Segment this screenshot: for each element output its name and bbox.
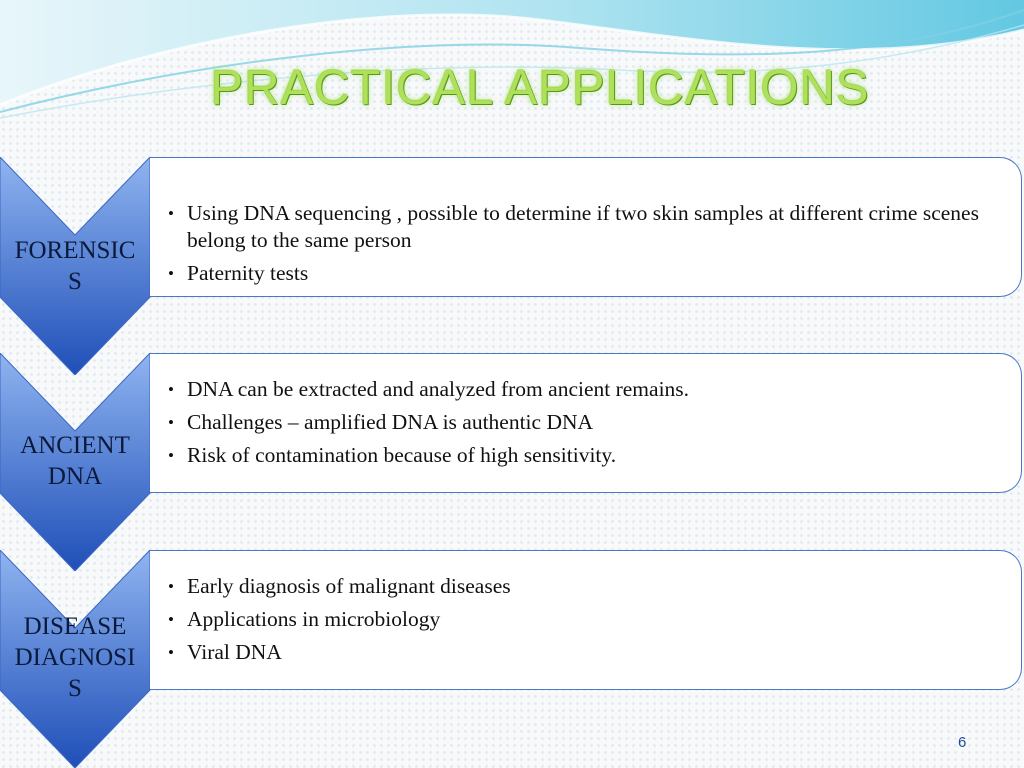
row-label-forensics [0, 235, 150, 297]
label-line: DIAGNOSI [14, 644, 136, 671]
bullet-item: • Challenges – amplified DNA is authentic DNA [165, 409, 981, 436]
label-line: FORENSIC [14, 237, 136, 264]
row-label-ancient-dna [0, 430, 150, 492]
bullet-item: • Applications in microbiology [165, 606, 981, 633]
row-label-disease-diagnosis [0, 611, 150, 704]
label-line: S [68, 268, 82, 295]
bullet-list [165, 200, 981, 293]
bullet-list [165, 376, 981, 475]
slide-title: PRACTICAL APPLICATIONS [210, 61, 870, 115]
content-panel [150, 550, 1022, 690]
label-line: DNA [47, 463, 103, 490]
bullet-item: • Early diagnosis of malignant diseases [165, 573, 981, 600]
bullet-item: • Risk of contamination because of high sensitivity. [165, 442, 981, 469]
bullet-list [165, 573, 981, 672]
bullet-item: • Paternity tests [165, 260, 981, 287]
bullet-item: • Using DNA sequencing , possible to determine if two skin samples at different crime scenes belong to the same person [165, 200, 981, 254]
label-line: S [68, 675, 82, 702]
label-line: DISEASE [23, 613, 127, 640]
bullet-item: • Viral DNA [165, 639, 981, 666]
content-panel [150, 353, 1022, 493]
bullet-item: • DNA can be extracted and analyzed from ancient remains. [165, 376, 981, 403]
label-line: ANCIENT [20, 432, 130, 459]
content-panel [150, 157, 1022, 297]
slide-number: 6 [958, 734, 967, 751]
